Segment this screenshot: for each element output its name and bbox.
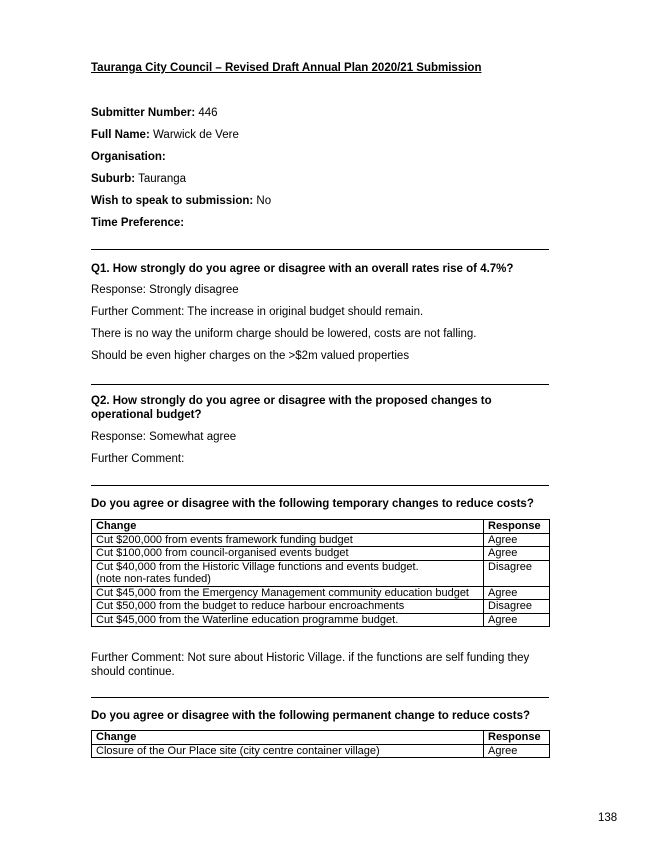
- page-number: 138: [598, 812, 618, 824]
- q3-comment: Further Comment: Not sure about Historic Village. if the functions are self funding they should continue.: [91, 652, 530, 678]
- table-row: [92, 600, 550, 614]
- change-text: Cut $40,000 from the Historic Village functions and events budget.: [96, 560, 419, 573]
- response-cell: Agree: [484, 613, 550, 627]
- q2-comment: Further Comment:: [91, 453, 185, 465]
- divider: [91, 384, 549, 385]
- q4-question: Do you agree or disagree with the following permanent change to reduce costs?: [91, 710, 530, 722]
- q1-comment: Further Comment: The increase in original budget should remain.: [91, 306, 424, 318]
- table-row: [92, 744, 550, 758]
- change-cell: [92, 560, 484, 586]
- suburb: Suburb: Tauranga: [91, 173, 187, 185]
- change-cell: Cut $45,000 from the Waterline education programme budget.: [92, 613, 484, 627]
- table-header-row: [92, 520, 550, 534]
- response-cell: Disagree: [484, 560, 550, 586]
- change-cell: Cut $200,000 from events framework funding budget: [92, 533, 484, 547]
- column-header-change: Change: [92, 731, 484, 745]
- q2-response: Response: Somewhat agree: [91, 431, 237, 443]
- q1-question: Q1. How strongly do you agree or disagree with an overall rates rise of 4.7%?: [91, 263, 514, 275]
- q1-response: Response: Strongly disagree: [91, 284, 239, 296]
- q2-question: Q2. How strongly do you agree or disagree with the proposed changes to operational budget?: [91, 395, 492, 421]
- change-cell: Cut $45,000 from the Emergency Management community education budget: [92, 586, 484, 600]
- full-name: Full Name: Warwick de Vere: [91, 129, 239, 141]
- change-cell: Closure of the Our Place site (city centre container village): [92, 744, 484, 758]
- table-row: [92, 586, 550, 600]
- table-row: [92, 613, 550, 627]
- response-cell: Disagree: [484, 600, 550, 614]
- document-title: Tauranga City Council – Revised Draft Annual Plan 2020/21 Submission: [91, 62, 482, 74]
- q1-comment-line-3: Should be even higher charges on the >$2m valued properties: [91, 350, 410, 362]
- change-cell: Cut $50,000 from the budget to reduce harbour encroachments: [92, 600, 484, 614]
- temporary-changes-table: [91, 519, 550, 627]
- response-cell: Agree: [484, 547, 550, 561]
- column-header-response: Response: [484, 520, 550, 534]
- wish-to-speak: Wish to speak to submission: No: [91, 195, 272, 207]
- table-row: [92, 547, 550, 561]
- q3-question: Do you agree or disagree with the following temporary changes to reduce costs?: [91, 498, 534, 510]
- response-cell: Agree: [484, 586, 550, 600]
- time-preference: Time Preference:: [91, 217, 185, 229]
- table-row: [92, 533, 550, 547]
- permanent-changes-table: [91, 730, 550, 758]
- change-cell: Cut $100,000 from council-organised events budget: [92, 547, 484, 561]
- column-header-change: Change: [92, 520, 484, 534]
- column-header-response: Response: [484, 731, 550, 745]
- table-header-row: [92, 731, 550, 745]
- response-cell: Agree: [484, 533, 550, 547]
- response-cell: Agree: [484, 744, 550, 758]
- table-row: [92, 560, 550, 586]
- organisation: Organisation:: [91, 151, 166, 163]
- divider: [91, 485, 549, 486]
- divider: [91, 249, 549, 250]
- divider: [91, 697, 549, 698]
- submitter-number: Submitter Number: 446: [91, 107, 218, 119]
- change-note: (note non-rates funded): [96, 573, 211, 585]
- q1-comment-line-2: There is no way the uniform charge should be lowered, costs are not falling.: [91, 328, 477, 340]
